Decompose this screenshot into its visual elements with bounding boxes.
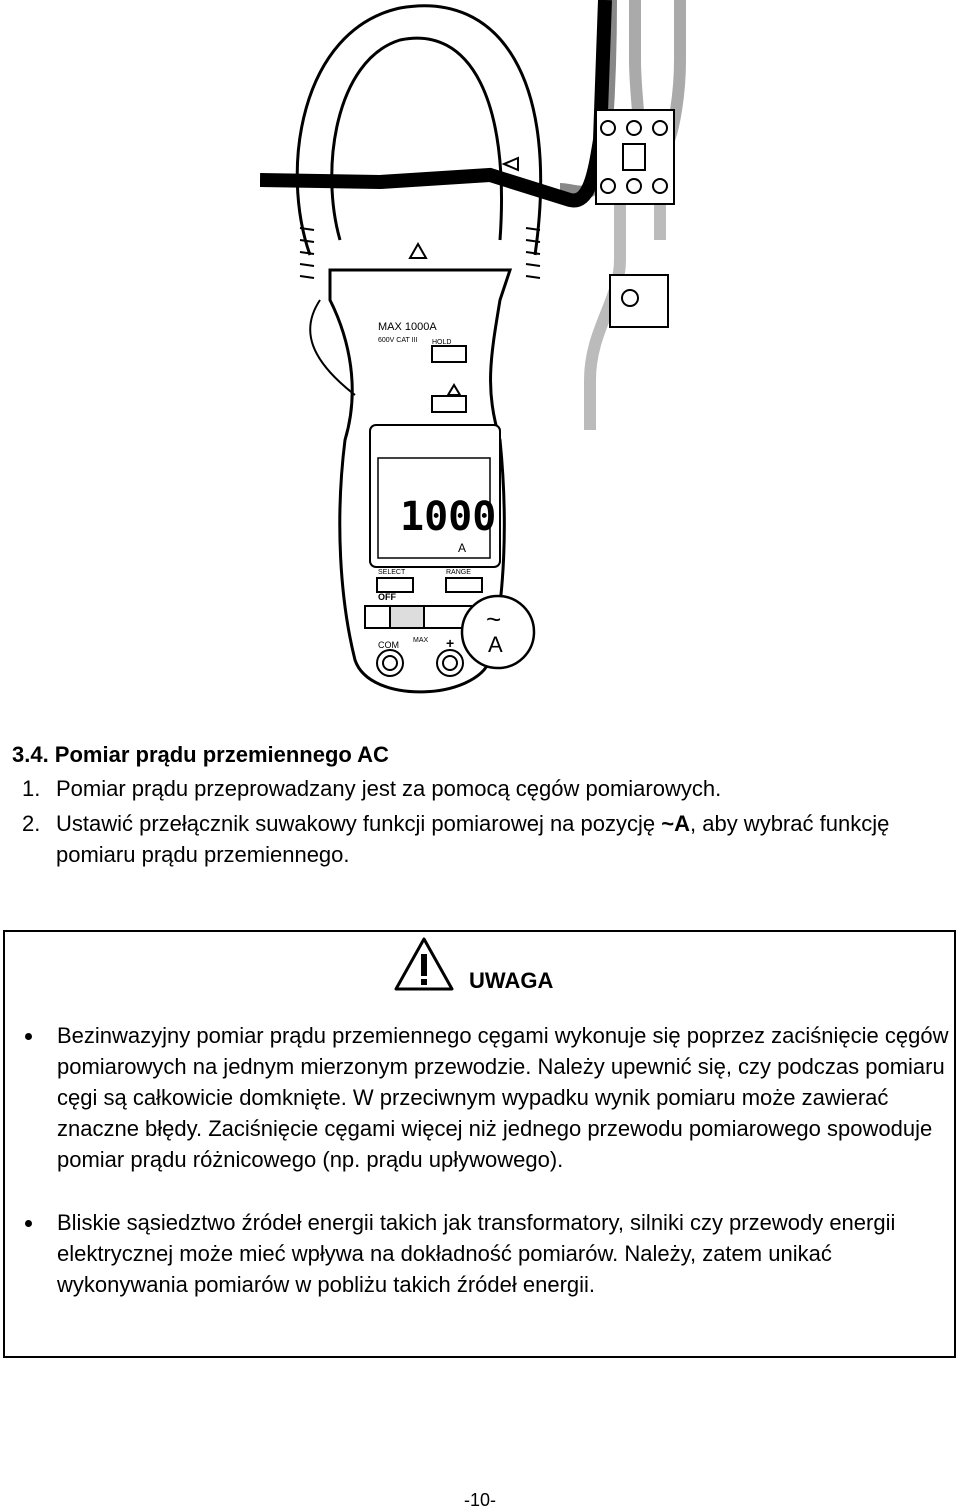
- warning-bullet-text: Bliskie sąsiedztwo źródeł energii takich jak transformatory, silniki czy przewody energii elektrycznej może mieć wpływa na dokładność pomiarów. Należy, zatem unikać wykonywania pomiarów w pobliżu takich źródeł energii.: [57, 1210, 896, 1297]
- bullet-icon: [25, 1033, 32, 1040]
- hold-label: HOLD: [432, 339, 452, 346]
- warning-bullet-text: Bezinwazyjny pomiar prądu przemiennego cęgami wykonuje się poprzez zaciśnięcie cęgów pomiarowych na jednym mierzonym przewodzie. Należy upewnić się, czy podczas pomiaru cęgi są całkowicie domknięte. W przeciwnym wypadku wynik pomiaru może zawierać znaczne błędy. Zaciśnięcie cęgami więcej niż jednego przewodu pomiarowego spowoduje pomiar prądu różnicowego (np. prądu upływowego).: [57, 1023, 949, 1172]
- page-number: -10-: [463, 1490, 496, 1510]
- clamp-meter-illustration: [260, 0, 720, 710]
- display-reading: 1000: [400, 494, 497, 540]
- step-text-part: Ustawić przełącznik suwakowy funkcji pomiarowej na pozycję: [56, 811, 662, 836]
- step-number: 2.: [22, 811, 41, 836]
- step-text: [56, 808, 936, 870]
- select-label: SELECT: [378, 569, 406, 576]
- meter-max-label: MAX 1000A: [378, 321, 437, 333]
- step-text-bold: ~A: [661, 811, 690, 836]
- list-item-step-2: [22, 808, 942, 872]
- step-text: Pomiar prądu przeprowadzany jest za pomocą cęgów pomiarowych.: [56, 776, 722, 801]
- warning-triangle-icon: [393, 936, 455, 992]
- step-text-part: , aby wybrać funkcję pomiaru prądu przemiennego.: [56, 811, 890, 867]
- zoom-tilde-symbol: ~: [486, 604, 502, 634]
- range-label: RANGE: [446, 569, 471, 576]
- zoom-a-symbol: A: [488, 632, 503, 657]
- plus-label: +: [446, 635, 455, 651]
- warning-title: UWAGA: [469, 968, 554, 993]
- step-number: 1.: [22, 776, 41, 801]
- meter-rating-label: 600V CAT III: [378, 337, 418, 344]
- com-label: COM: [378, 640, 399, 650]
- section-heading: 3.4. Pomiar prądu przemiennego AC: [12, 742, 389, 767]
- max-label: MAX: [413, 637, 429, 644]
- bullet-icon: [25, 1220, 32, 1227]
- off-label: OFF: [378, 592, 396, 602]
- warning-box: [3, 930, 956, 1358]
- display-unit: A: [458, 541, 467, 555]
